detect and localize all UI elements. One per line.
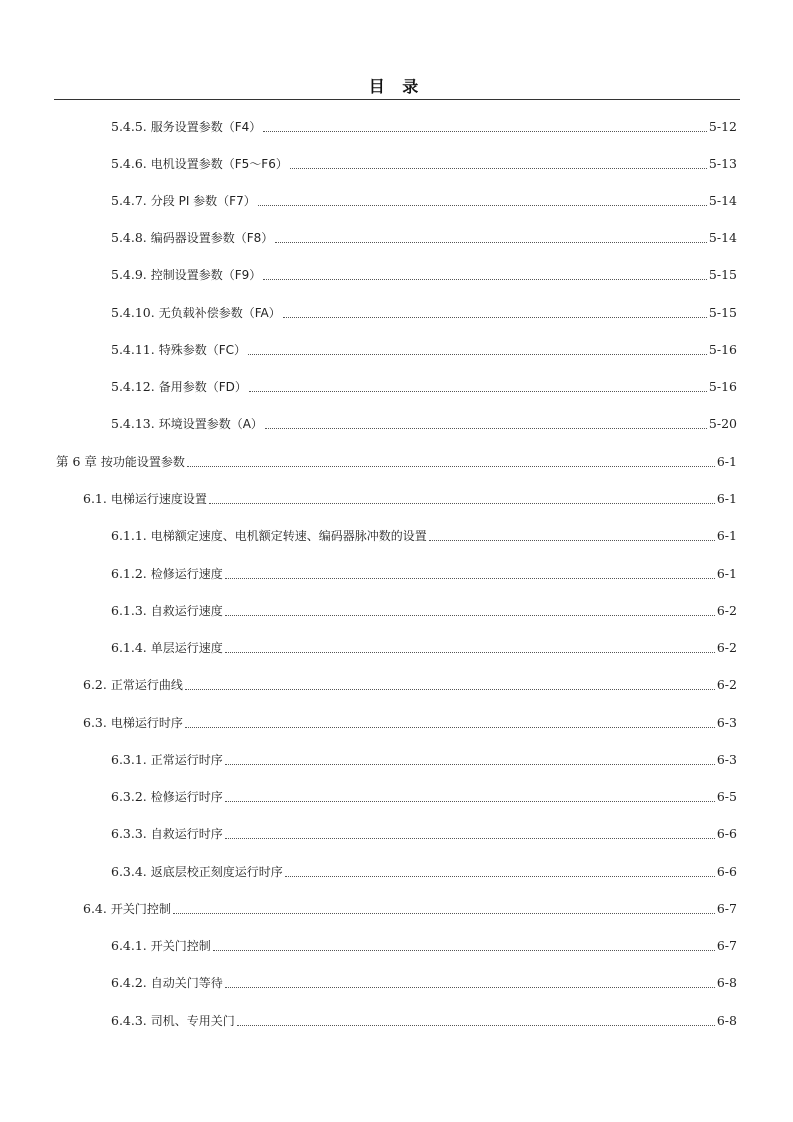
toc-entry-page: 5-15 (708, 304, 737, 320)
toc-entry-title: 检修运行速度 (150, 566, 223, 581)
toc-entry-5-4-7[interactable] (111, 190, 737, 210)
dot-leader (225, 764, 715, 765)
toc-entry-title: 无负载补偿参数（FA） (158, 305, 281, 320)
toc-entry-title: 控制设置参数（F9） (150, 267, 262, 282)
toc-entry-number: 6.3. (83, 714, 107, 730)
toc-entry-title: 开关门控制 (150, 938, 211, 953)
dot-leader (275, 242, 707, 243)
dot-leader (225, 578, 715, 579)
toc-entry-page: 5-15 (708, 266, 737, 282)
toc-entry-title: 电梯运行时序 (110, 715, 183, 730)
toc-entry-page: 6-1 (716, 527, 737, 543)
dot-leader (209, 503, 715, 504)
dot-leader (185, 689, 715, 690)
toc-entry-page: 6-7 (716, 900, 737, 916)
toc-entry-page: 5-14 (708, 192, 737, 208)
toc-entry-6-1-2[interactable] (111, 563, 737, 583)
dot-leader (225, 838, 715, 839)
toc-entry-title: 自救运行速度 (150, 603, 223, 618)
dot-leader (248, 354, 707, 355)
dot-leader (213, 950, 715, 951)
toc-entry-page: 6-3 (716, 751, 737, 767)
toc-entry-title: 按功能设置参数 (100, 454, 185, 469)
toc-entry-page: 6-3 (716, 714, 737, 730)
toc-entry-number: 5.4.13. (111, 415, 155, 431)
toc-entry-number: 6.3.1. (111, 751, 147, 767)
toc-entry-number: 6.1.3. (111, 602, 147, 618)
toc-entry-6-4-3[interactable] (111, 1010, 737, 1030)
toc-entry-6-1-1[interactable] (111, 525, 737, 545)
dot-leader (185, 727, 715, 728)
dot-leader (290, 168, 707, 169)
toc-entry-title: 返底层校正刻度运行时序 (150, 864, 283, 879)
header-rule (54, 99, 740, 100)
toc-entry-number: 5.4.11. (111, 341, 155, 357)
toc-entry-6-3-1[interactable] (111, 749, 737, 769)
toc-entry-page: 6-2 (716, 639, 737, 655)
toc-entry-number: 6.1.2. (111, 565, 147, 581)
dot-leader (265, 428, 707, 429)
dot-leader (173, 913, 715, 914)
toc-entry-number: 5.4.5. (111, 118, 147, 134)
toc-entry-number: 6.1.4. (111, 639, 147, 655)
toc-entry-title: 开关门控制 (110, 901, 171, 916)
toc-entry-title: 单层运行速度 (150, 640, 223, 655)
toc-entry-page: 6-7 (716, 937, 737, 953)
toc-entry-page: 6-6 (716, 825, 737, 841)
toc-entry-5-4-11[interactable] (111, 339, 737, 359)
toc-entry-page: 6-1 (716, 565, 737, 581)
toc-entry-number: 6.2. (83, 676, 107, 692)
dot-leader (283, 317, 707, 318)
toc-entry-title: 电梯额定速度、电机额定转速、编码器脉冲数的设置 (150, 528, 427, 543)
toc-entry-page: 5-13 (708, 155, 737, 171)
toc-entry-page: 6-1 (716, 490, 737, 506)
toc-entry-number: 5.4.6. (111, 155, 147, 171)
toc-entry-number: 5.4.8. (111, 229, 147, 245)
toc-entry-page: 6-8 (716, 974, 737, 990)
toc-entry-title: 检修运行时序 (150, 789, 223, 804)
toc-entry-title: 自救运行时序 (150, 826, 223, 841)
dot-leader (249, 391, 707, 392)
dot-leader (263, 131, 707, 132)
toc-entry-title: 电梯运行速度设置 (110, 491, 207, 506)
toc-entry-6-1[interactable] (83, 488, 737, 508)
toc-entry-number: 6.4.2. (111, 974, 147, 990)
toc-entry-page: 5-16 (708, 341, 737, 357)
toc-entry-number: 5.4.7. (111, 192, 147, 208)
toc-entry-5-4-9[interactable] (111, 264, 737, 284)
toc-entry-title: 电机设置参数（F5～F6） (150, 156, 288, 171)
toc-entry-title: 环境设置参数（A） (158, 416, 263, 431)
toc-entry-chapter-6[interactable] (56, 451, 737, 471)
toc-entry-number: 第 6 章 (56, 454, 97, 469)
toc-entry-number: 5.4.12. (111, 378, 155, 394)
toc-entry-title: 备用参数（FD） (158, 379, 247, 394)
toc-entry-number: 6.1.1. (111, 527, 147, 543)
toc-entry-5-4-5[interactable] (111, 116, 737, 136)
toc-entry-title: 司机、专用关门 (150, 1013, 235, 1028)
toc-entry-6-3-4[interactable] (111, 861, 737, 881)
toc-entry-5-4-10[interactable] (111, 302, 737, 322)
dot-leader (187, 466, 715, 467)
toc-entry-5-4-12[interactable] (111, 376, 737, 396)
toc-entry-page: 6-8 (716, 1012, 737, 1028)
toc-entry-6-4-2[interactable] (111, 972, 737, 992)
toc-entry-page: 6-2 (716, 602, 737, 618)
toc-entry-number: 6.3.4. (111, 863, 147, 879)
dot-leader (258, 205, 707, 206)
toc-entry-page: 6-5 (716, 788, 737, 804)
toc-entry-page: 6-2 (716, 676, 737, 692)
toc-entry-number: 5.4.10. (111, 304, 155, 320)
dot-leader (225, 987, 715, 988)
toc-entry-number: 6.1. (83, 490, 107, 506)
toc-entry-6-3-2[interactable] (111, 786, 737, 806)
toc-entry-page: 5-20 (708, 415, 737, 431)
dot-leader (225, 801, 715, 802)
toc-entry-number: 6.4.1. (111, 937, 147, 953)
dot-leader (285, 876, 715, 877)
toc-entry-6-2[interactable] (83, 674, 737, 694)
toc-entry-page: 5-14 (708, 229, 737, 245)
toc-entry-title: 特殊参数（FC） (158, 342, 247, 357)
dot-leader (429, 540, 715, 541)
dot-leader (225, 615, 715, 616)
toc-entry-6-4[interactable] (83, 898, 737, 918)
toc-entry-5-4-6[interactable] (111, 153, 737, 173)
page-title: 目 录 (368, 77, 425, 96)
toc-entry-title: 分段 PI 参数（F7） (150, 193, 256, 208)
toc-entry-title: 编码器设置参数（F8） (150, 230, 274, 245)
toc-entry-number: 6.4. (83, 900, 107, 916)
toc-entry-page: 5-12 (708, 118, 737, 134)
toc-entry-title: 服务设置参数（F4） (150, 119, 262, 134)
toc-entry-6-4-1[interactable] (111, 935, 737, 955)
dot-leader (263, 279, 707, 280)
toc-entry-page: 6-1 (716, 453, 737, 469)
toc-entry-5-4-8[interactable] (111, 227, 737, 247)
toc-entry-6-1-4[interactable] (111, 637, 737, 657)
toc-entry-5-4-13[interactable] (111, 413, 737, 433)
toc-entry-number: 6.3.2. (111, 788, 147, 804)
toc-entry-number: 6.3.3. (111, 825, 147, 841)
toc-entry-page: 5-16 (708, 378, 737, 394)
toc-entry-title: 正常运行时序 (150, 752, 223, 767)
dot-leader (237, 1025, 715, 1026)
dot-leader (225, 652, 715, 653)
toc-entry-number: 5.4.9. (111, 266, 147, 282)
toc-entry-6-1-3[interactable] (111, 600, 737, 620)
toc-entry-title: 自动关门等待 (150, 975, 223, 990)
toc-entry-title: 正常运行曲线 (110, 677, 183, 692)
toc-entry-6-3-3[interactable] (111, 823, 737, 843)
toc-entry-page: 6-6 (716, 863, 737, 879)
toc-entry-number: 6.4.3. (111, 1012, 147, 1028)
toc-entry-6-3[interactable] (83, 712, 737, 732)
